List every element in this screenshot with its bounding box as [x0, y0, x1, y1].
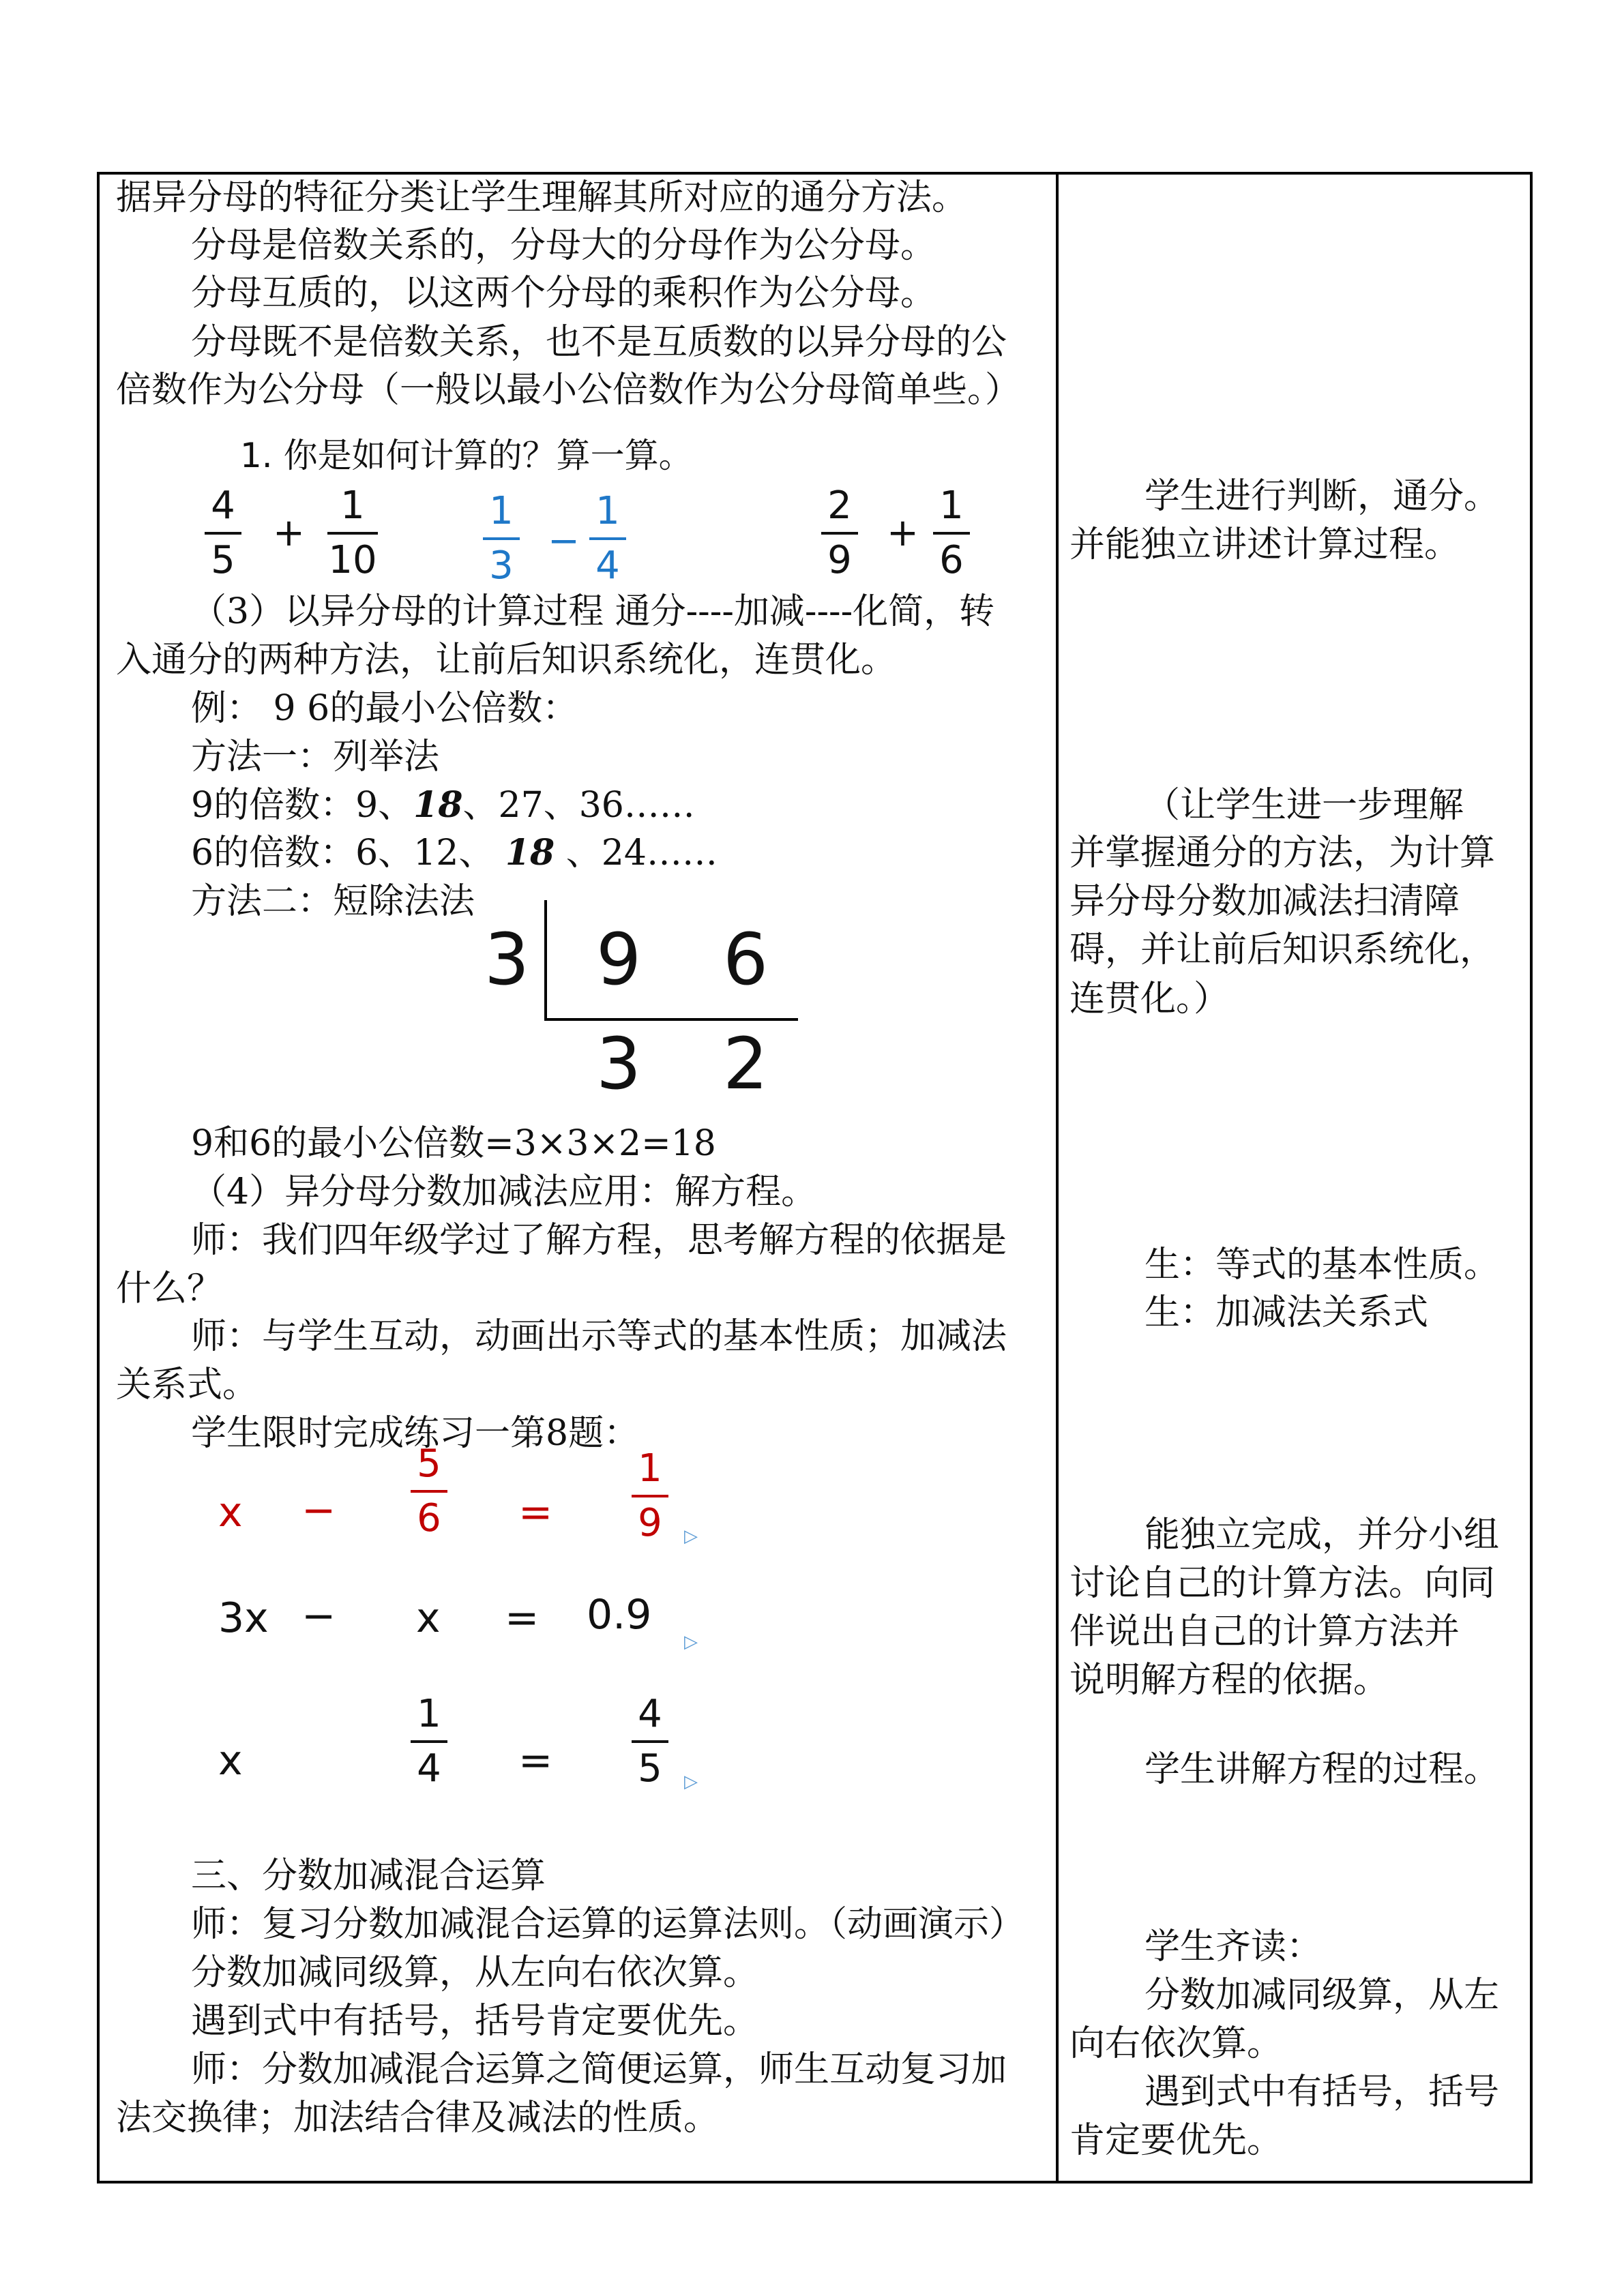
eq3-equals: =: [518, 1737, 553, 1785]
rule-multiple: 分母是倍数关系的，分母大的分母作为公分母。: [191, 225, 936, 266]
teacher4-line2: 法交换律；加法结合律及减法的性质。: [116, 2098, 720, 2138]
table-border-left: [97, 172, 100, 2183]
teacher2-line2: 关系式。: [116, 1365, 259, 1405]
teacher4-line1: 师：分数加减混合运算之简便运算，师生互动复习加: [191, 2049, 1007, 2090]
eq2-minus: −: [301, 1592, 336, 1640]
teacher1-line1: 师：我们四年级学过了解方程，思考解方程的依据是: [191, 1220, 1007, 1261]
rule-paren-line: 遇到式中有括号，括号肯定要优先。: [191, 2001, 759, 2042]
eq2-x: x: [416, 1594, 441, 1642]
right-read-line5: 肯定要优先。: [1069, 2120, 1283, 2161]
eq1-fraction-1-9: 1 9: [626, 1447, 674, 1545]
section3-heading: 三、分数加减混合运算: [191, 1855, 546, 1896]
division-quotient-2: 2: [723, 1022, 769, 1105]
eq2-lhs: 3x: [218, 1594, 269, 1642]
step3-line2: 入通分的两种方法，让前后知识系统化，连贯化。: [116, 640, 897, 681]
eq3-x: x: [218, 1737, 243, 1785]
eq2-rhs: 0.9: [587, 1591, 652, 1639]
rule-order-line: 分数加减同级算，从左向右依次算。: [191, 1952, 759, 1993]
table-border-bottom: [97, 2181, 1533, 2183]
division-divisor: 3: [484, 918, 530, 1001]
division-dividend-9: 9: [596, 918, 642, 1001]
division-vertical-bar: [544, 900, 547, 1020]
method1-label: 方法一：列举法: [191, 736, 440, 777]
right-purpose-line1: （让学生进一步理解: [1145, 785, 1464, 826]
rule-general-line2: 倍数作为公分母（一般以最小公倍数作为公分母简单些。）: [116, 370, 1021, 411]
intro-text: 据异分母的特征分类让学生理解其所对应的通分方法。: [116, 177, 968, 218]
right-read-line1: 学生齐读：: [1145, 1926, 1323, 1967]
minus-operator: −: [548, 519, 580, 563]
fraction-1-6: 1 6: [928, 484, 975, 582]
division-dividend-6: 6: [723, 918, 769, 1001]
right-read-line4: 遇到式中有括号，括号: [1145, 2072, 1500, 2113]
fraction-1-4: 1 4: [584, 490, 632, 588]
lcm-result: 9和6的最小公倍数=3×3×2=18: [191, 1123, 716, 1164]
plus-operator: +: [887, 511, 919, 555]
multiples-of-9: 9的倍数：9、18、27、36……: [191, 784, 695, 826]
rule-coprime: 分母互质的，以这两个分母的乘积作为公分母。: [191, 273, 936, 314]
teacher3-line: 师：复习分数加减混合运算的运算法则。（动画演示）: [191, 1904, 1025, 1945]
right-purpose-line2: 并掌握通分的方法，为计算: [1069, 833, 1496, 874]
right-purpose-line4: 碍，并让前后知识系统化，: [1069, 929, 1496, 970]
teacher1-line2: 什么？: [116, 1268, 223, 1309]
right-independent-line4: 说明解方程的依据。: [1069, 1660, 1389, 1701]
triangle-marker-icon: ▷: [684, 1632, 698, 1652]
right-purpose-line3: 异分母分数加减法扫清障: [1069, 881, 1460, 922]
triangle-marker-icon: ▷: [684, 1772, 698, 1792]
fraction-1-10: 1 10: [328, 483, 377, 582]
right-read-line2: 分数加减同级算，从左: [1145, 1975, 1500, 2016]
fraction-2-9: 2 9: [816, 484, 863, 582]
practice-line: 学生限时完成练习一第8题：: [191, 1413, 640, 1454]
eq1-x: x: [218, 1489, 243, 1536]
right-independent-line2: 讨论自己的计算方法。向同: [1069, 1563, 1496, 1604]
eq1-minus: −: [301, 1487, 336, 1534]
division-horizontal-bar: [544, 1018, 798, 1021]
fraction-4-5: 4 5: [199, 484, 247, 582]
eq1-fraction-5-6: 5 6: [405, 1442, 453, 1540]
fraction-1-3: 1 3: [477, 490, 525, 588]
question-heading: 1. 你是如何计算的？算一算。: [240, 436, 693, 475]
triangle-marker-icon: ▷: [684, 1526, 698, 1547]
eq2-equals: =: [505, 1594, 540, 1642]
step4-line: （4）异分母分数加减法应用：解方程。: [191, 1172, 817, 1212]
right-student-answer1: 生：等式的基本性质。: [1145, 1244, 1500, 1285]
rule-general-line1: 分母既不是倍数关系，也不是互质数的以异分母的公: [191, 322, 1007, 363]
method2-label: 方法二：短除法法: [191, 881, 475, 922]
multiples-of-6: 6的倍数：6、12、 18 、24……: [191, 832, 718, 874]
plus-operator: +: [273, 511, 305, 555]
step3-line1: （3）以异分母的计算过程 通分----加减----化简，转: [191, 591, 995, 632]
right-independent-line3: 伴说出自己的计算方法并: [1069, 1611, 1460, 1652]
example-line: 例： 9 6的最小公倍数：: [191, 688, 578, 729]
right-independent-line1: 能独立完成，并分小组: [1145, 1515, 1500, 1555]
eq3-fraction-4-5: 4 5: [626, 1693, 674, 1791]
right-explain-line: 学生讲解方程的过程。: [1145, 1749, 1500, 1790]
division-quotient-3: 3: [596, 1022, 642, 1105]
eq3-fraction-1-4: 1 4: [405, 1693, 453, 1791]
table-border-right: [1530, 172, 1533, 2183]
right-purpose-line5: 连贯化。）: [1069, 979, 1230, 1019]
table-border-middle: [1056, 172, 1059, 2183]
right-judge-line1: 学生进行判断，通分。: [1145, 476, 1500, 517]
teacher2-line1: 师：与学生互动，动画出示等式的基本性质；加减法: [191, 1316, 1007, 1357]
right-judge-line2: 并能独立讲述计算过程。: [1069, 524, 1460, 565]
right-read-line3: 向右依次算。: [1069, 2023, 1283, 2064]
eq1-equals: =: [518, 1489, 553, 1536]
right-student-answer2: 生：加减法关系式: [1145, 1292, 1429, 1333]
